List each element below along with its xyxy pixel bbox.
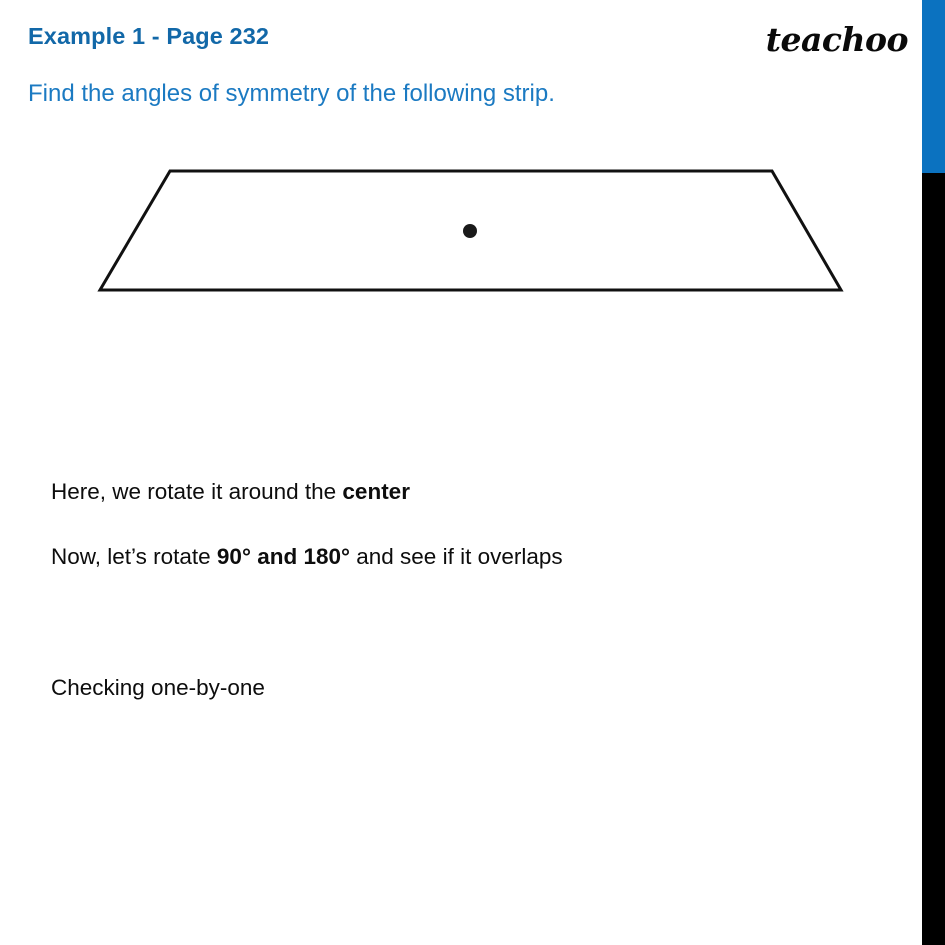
body-text-segment: Here, we rotate it around the xyxy=(51,479,343,504)
teachoo-logo: teachoo xyxy=(765,20,908,59)
body-text-segment: Now, let’s rotate xyxy=(51,544,217,569)
question-prompt: Find the angles of symmetry of the following strip. xyxy=(28,80,555,107)
body-text-segment: and see if it overlaps xyxy=(350,544,563,569)
body-text-segment: 90° and 180° xyxy=(216,544,350,569)
strip-svg xyxy=(0,0,945,340)
figure-strip-diagram xyxy=(0,0,945,340)
body-text-line-2 xyxy=(51,543,563,570)
body-text-segment: center xyxy=(342,479,410,504)
page-title: Example 1 - Page 232 xyxy=(28,23,270,49)
body-text-line-1 xyxy=(51,478,410,505)
body-text-segment: Checking one-by-one xyxy=(51,675,265,700)
center-point-dot xyxy=(463,224,477,238)
body-text-line-3 xyxy=(51,674,265,701)
